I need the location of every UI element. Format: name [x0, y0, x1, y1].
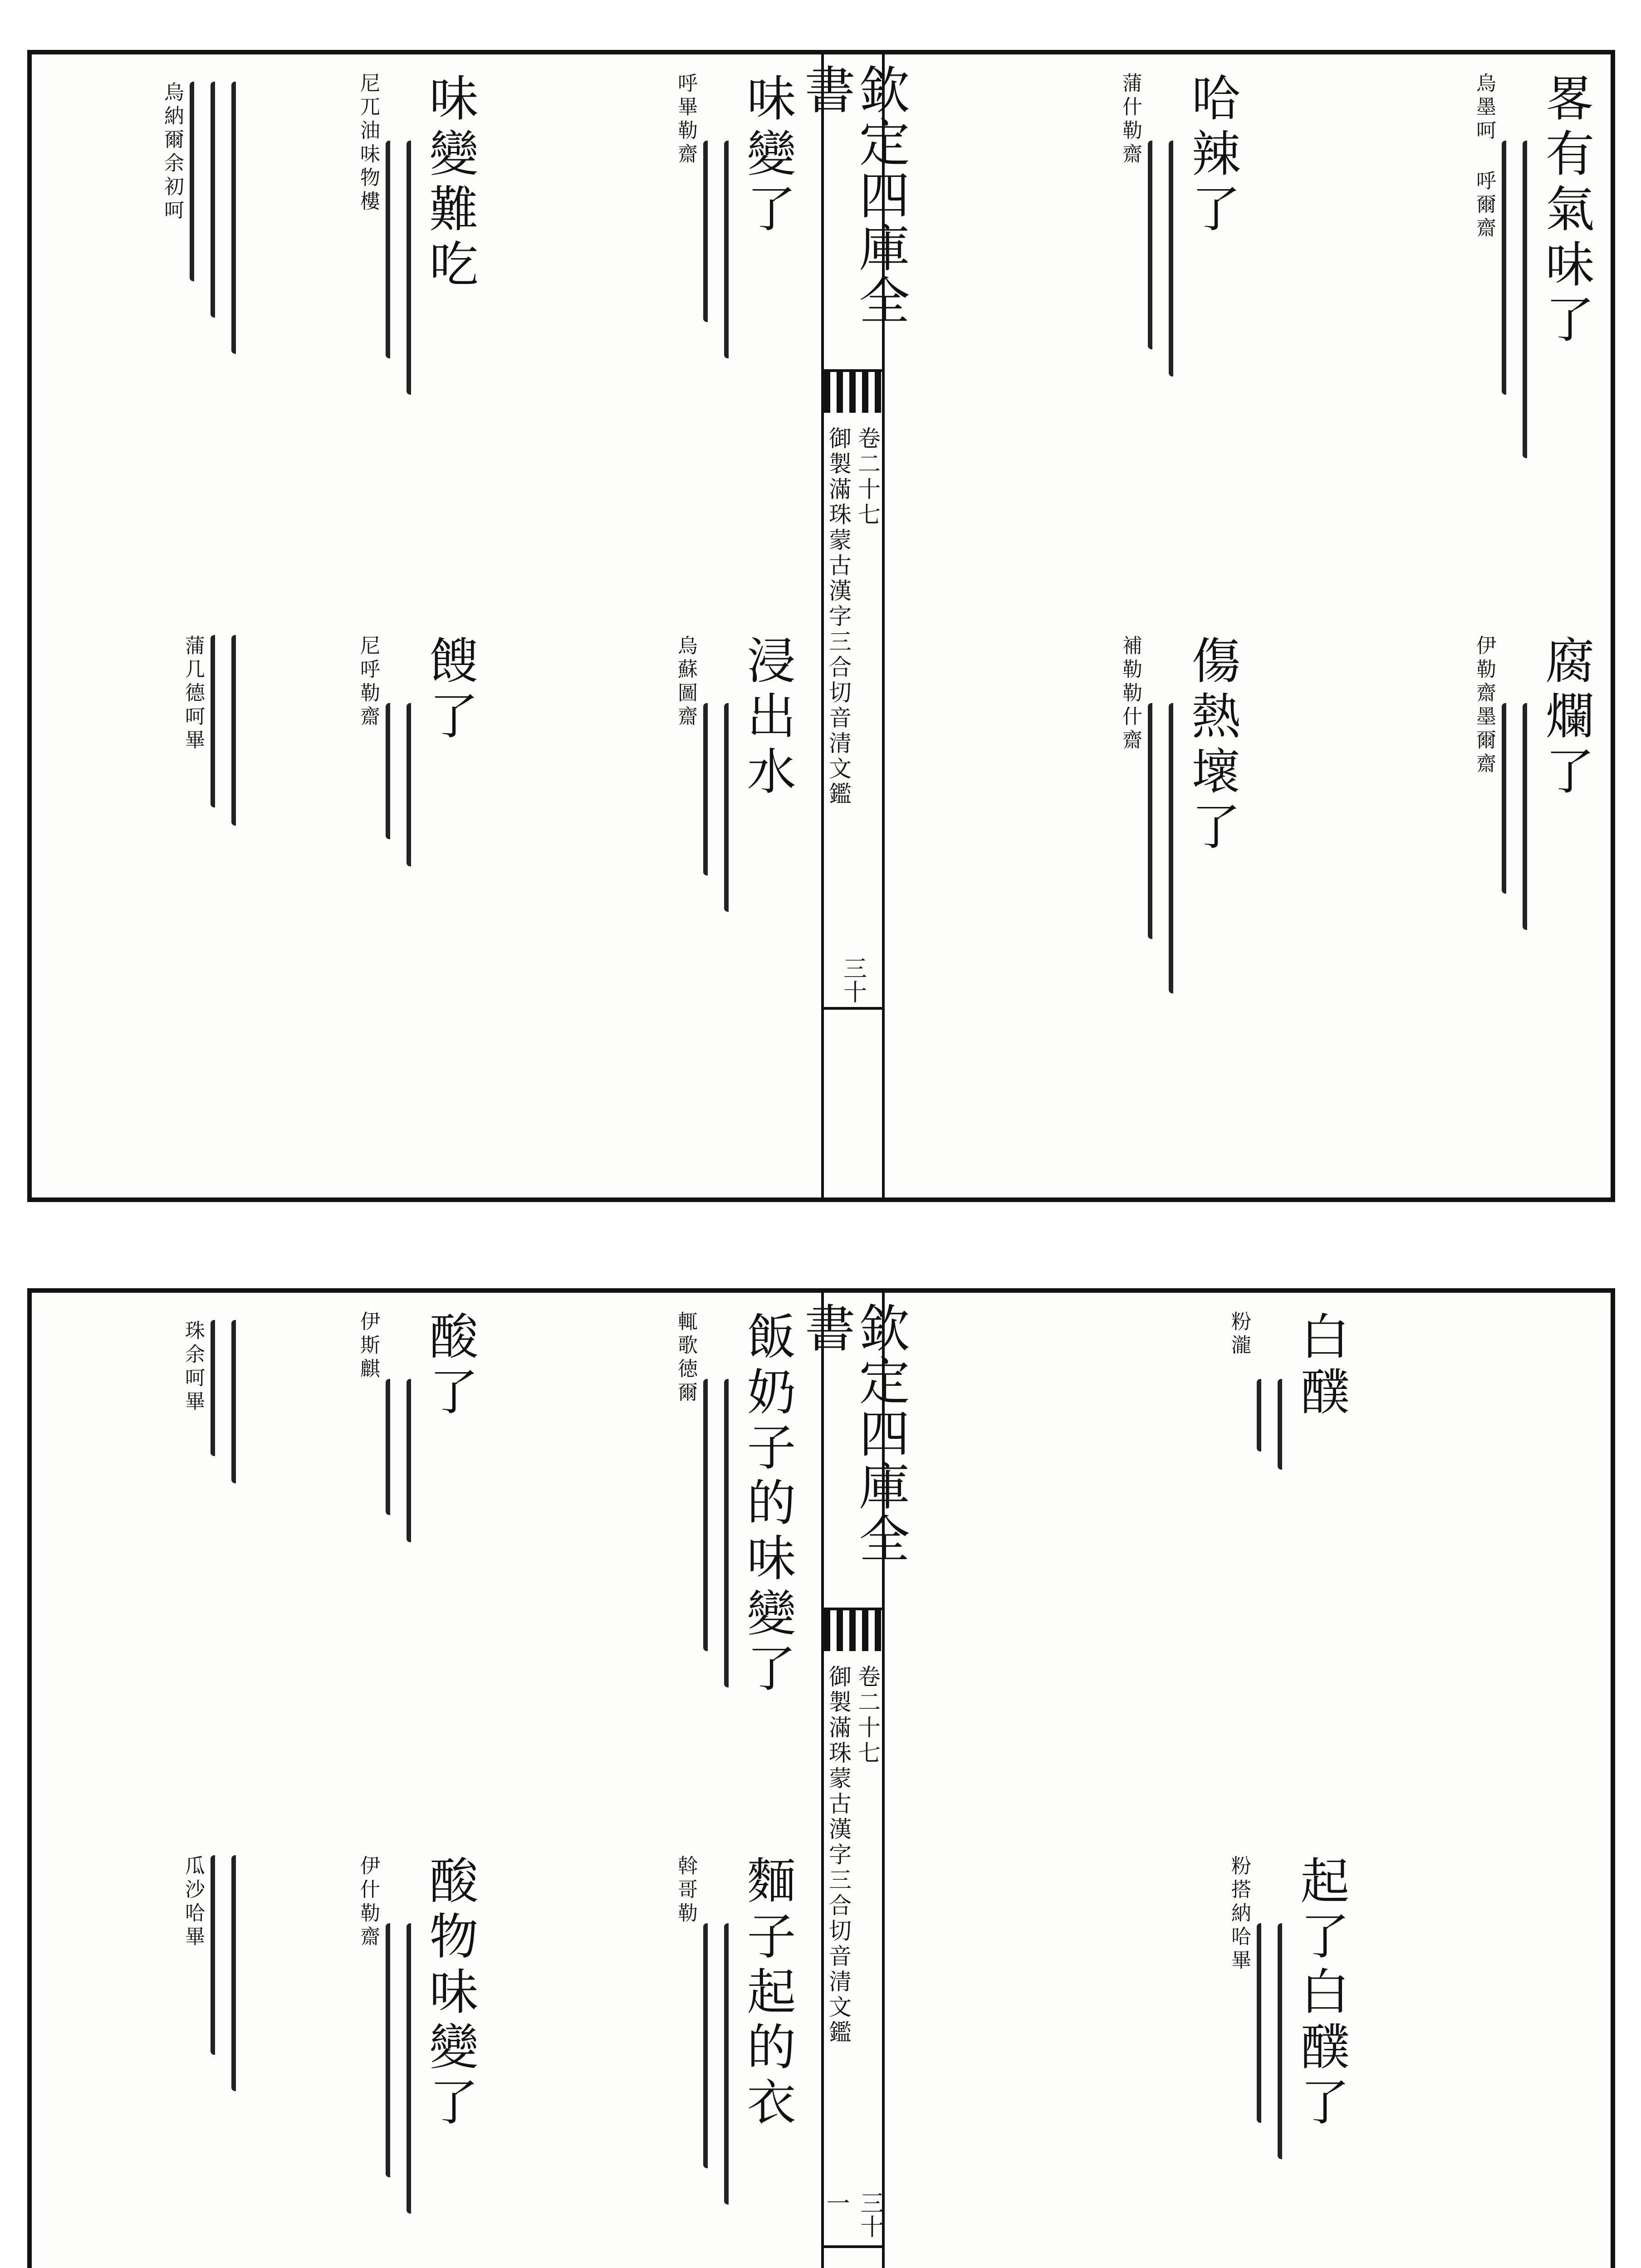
manchu-script [703, 1311, 733, 1698]
manchu-script [703, 635, 733, 912]
entry-headword: 畧有氣味了 [1537, 73, 1594, 349]
entry [1048, 73, 1239, 376]
top-folio-number: 三十 [824, 953, 882, 1010]
entry-side-notes [50, 635, 240, 826]
manchu-script [703, 73, 733, 358]
entry-transliteration: 尼兀油味物樓 [357, 73, 380, 214]
entry-headword: 白醭 [1292, 1311, 1349, 1422]
entry-side-notes [50, 1855, 240, 2091]
entry-headword: 哈辣了 [1183, 73, 1240, 239]
entry [1157, 1855, 1347, 2159]
manchu-script [211, 1855, 240, 2091]
entry [1048, 635, 1239, 993]
entry-headword: 腐爛了 [1537, 635, 1594, 801]
entry-headword: 麵子起的衣 [739, 1855, 795, 2132]
entry-transliteration: 粉搭納哈畢 [1228, 1855, 1251, 1973]
manchu-script [190, 82, 240, 354]
bottom-fold-column [796, 1293, 910, 2268]
entry-transliteration: 斡哥勒 [674, 1855, 697, 1926]
manchu-script [1502, 73, 1532, 458]
entry-transliteration: 瓜沙哈畢 [181, 1855, 205, 1950]
entry-transliteration: 伊什勒齋 [357, 1855, 380, 1950]
top-dictionary-title: 御製滿珠蒙古漢字三合切音清文鑑 [825, 426, 852, 807]
entry-headword: 酸物味變了 [421, 1855, 478, 2132]
entry-transliteration: 珠余呵畢 [181, 1320, 205, 1414]
entry-transliteration: 蒲什勒齋 [1119, 73, 1142, 167]
entry [603, 635, 794, 912]
bottom-folio-number: 三十一 [824, 2191, 882, 2248]
manchu-script [211, 635, 240, 826]
manchu-script [386, 635, 416, 866]
entry [286, 73, 476, 395]
bottom-fishtail-ornament [824, 1610, 882, 1651]
top-book-title: 欽定四庫全書 [824, 54, 882, 372]
entry [603, 1855, 794, 2204]
entry [286, 1311, 476, 1542]
entry-transliteration: 輒歌徳爾 [674, 1311, 697, 1405]
top-fishtail-ornament [824, 372, 882, 413]
entry-transliteration: 蒲几德呵畢 [181, 635, 205, 753]
entry-transliteration: 烏納爾余初呵 [161, 82, 184, 223]
entry-side-notes [50, 82, 240, 354]
entry-transliteration: 補勒勒什齋 [1119, 635, 1142, 753]
entry [603, 73, 794, 358]
entry-headword: 味變難吃 [421, 73, 478, 294]
top-subtitle [824, 426, 882, 934]
entry-headword: 味變了 [739, 73, 795, 239]
bottom-volume-label: 卷二十七 [854, 1665, 881, 1766]
bottom-subtitle [824, 1665, 882, 2173]
top-sheet [27, 50, 1615, 1202]
bottom-dictionary-title: 御製滿珠蒙古漢字三合切音清文鑑 [825, 1665, 852, 2046]
entry-transliteration: 呼畢勒齋 [674, 73, 697, 167]
manchu-script [386, 73, 416, 395]
bottom-sheet [27, 1288, 1615, 2268]
entry-transliteration: 烏墨呵 呼爾齋 [1473, 73, 1496, 241]
entry-transliteration: 粉瀧 [1228, 1311, 1251, 1358]
entry-headword: 酸了 [421, 1311, 478, 1422]
entry-headword: 飯奶子的味變了 [739, 1311, 795, 1698]
entry-headword: 浸出水 [739, 635, 795, 801]
manchu-script [1257, 1855, 1287, 2159]
manchu-script [703, 1855, 733, 2204]
entry-headword: 傷熱壞了 [1183, 635, 1240, 856]
entry [603, 1311, 794, 1698]
manchu-script [1148, 635, 1178, 993]
entry [1402, 73, 1592, 458]
top-fold-column [796, 54, 910, 1198]
manchu-script [386, 1311, 416, 1542]
entry-transliteration: 烏蘇圖齋 [674, 635, 697, 729]
entry-transliteration: 尼呼勒齋 [357, 635, 380, 729]
manchu-script [386, 1855, 416, 2214]
entry [286, 1855, 476, 2214]
entry-transliteration: 伊勒齋墨爾齋 [1473, 635, 1496, 777]
entry [1402, 635, 1592, 930]
entry-side-notes [50, 1320, 240, 1483]
manchu-script [1502, 635, 1532, 930]
entry-transliteration: 伊斯麒 [357, 1311, 380, 1382]
bottom-book-title: 欽定四庫全書 [824, 1293, 882, 1610]
entry-headword: 餿了 [421, 635, 478, 746]
manchu-script [1148, 73, 1178, 376]
entry-headword: 起了白醭了 [1292, 1855, 1349, 2132]
manchu-script [211, 1320, 240, 1483]
top-volume-label: 卷二十七 [854, 426, 881, 528]
entry [1157, 1311, 1347, 1470]
entry [286, 635, 476, 866]
manchu-script [1257, 1311, 1287, 1470]
